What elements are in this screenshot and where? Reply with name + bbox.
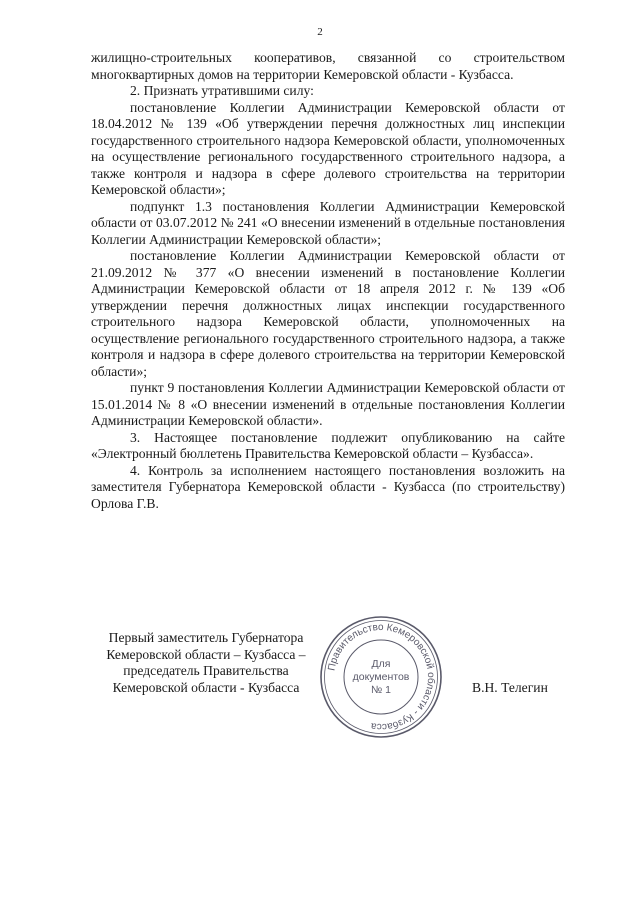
signatory-title-line: Первый заместитель Губернатора xyxy=(108,630,304,645)
seal-center-line: документов xyxy=(352,671,410,683)
paragraph: 2. Признать утратившими силу: xyxy=(130,83,314,98)
paragraph: подпункт 1.3 постановления Коллегии Администрации Кемеровской области от 03.07.2012 № 241 «О внесении изменений в отдельные постановления Коллегии Администрации Кемеровской области»; xyxy=(91,198,565,247)
signatory-title xyxy=(91,630,321,696)
document-body xyxy=(91,50,565,512)
official-seal xyxy=(318,614,444,740)
signatory-title-line: Кемеровской области - Кузбасса xyxy=(112,679,300,695)
signatory-name: В.Н. Телегин xyxy=(472,680,548,695)
paragraph: жилищно-строительных кооперативов, связанной со строительством многоквартирных домов на территории Кемеровской области - Кузбасса. xyxy=(91,50,565,82)
page-number: 2 xyxy=(317,26,323,38)
paragraph: 3. Настоящее постановление подлежит опубликованию на сайте «Электронный бюллетень Правительства Кемеровской области – Кузбасса». xyxy=(91,429,565,461)
paragraph: 4. Контроль за исполнением настоящего постановления возложить на заместителя Губернатора Кемеровской области - Кузбасса (по строительству) Орлова Г.В. xyxy=(91,462,565,511)
paragraph: постановление Коллегии Администрации Кемеровской области от 21.09.2012 № 377 «О внесении изменений в постановление Коллегии Администрации Кемеровской области от 18 апреля 2012 г. № 139 «Об утверждении перечня должностных лицах инспекции государственного строительного надзора Кемеровской области, уполномоченных на осуществление регионального государственного строительного надзора, а также контроля и надзора в сфере долевого строительства на территории Кемеровской области»; xyxy=(91,248,565,379)
signatory-title-line: председатель Правительства xyxy=(123,663,289,678)
signatory-title-line: Кемеровской области – Кузбасса – xyxy=(106,646,306,662)
paragraph: постановление Коллегии Администрации Кемеровской области от 18.04.2012 № 139 «Об утверждении перечня должностных лиц инспекции государственного строительного надзора Кемеровской области, уполномоченных на осуществление регионального государственного строительного надзора, а также контроля и надзора в сфере долевого строительства на территории Кемеровской области»; xyxy=(91,99,565,197)
paragraph: пункт 9 постановления Коллегии Администрации Кемеровской области от 15.01.2014 № 8 «О внесении изменений в отдельные постановления Коллегии Администрации Кемеровской области». xyxy=(91,380,565,428)
seal-ring-text: Правительство Кемеровской области - Кузбасса xyxy=(326,621,437,733)
seal-center-line: № 1 xyxy=(370,684,392,696)
seal-center-line: Для xyxy=(371,658,391,670)
